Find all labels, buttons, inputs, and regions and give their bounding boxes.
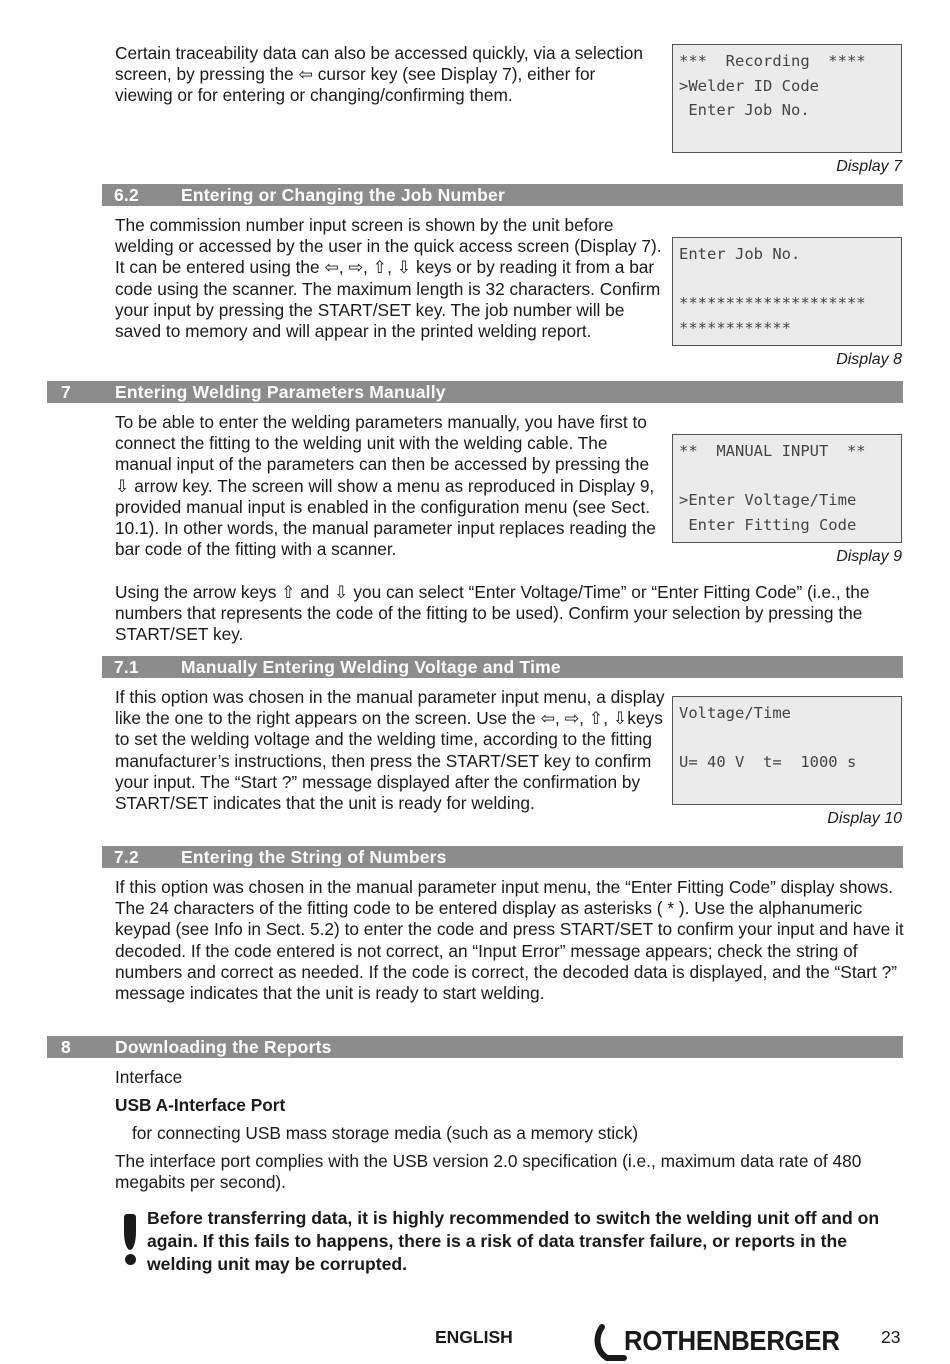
usb-spec-paragraph: The interface port complies with the USB version 2.0 specification (i.e., maximum data rate of 480 megabits per second). (115, 1151, 862, 1193)
section-7-body-1: To be able to enter the welding parameters manually, you have first to connect the fitting to the welding unit with the welding cable. The manual input of the parameters can then be accessed by pressing the ⇩ arrow key. The screen will show a menu as reproduced in Display 9, provided manual input is enabled in the configuration menu (see Sect. 10.1). In other words, the manual parameter input replaces reading the bar code of the fitting with a scanner. (115, 412, 656, 560)
section-6-2-heading (102, 184, 903, 206)
page-number: 23 (881, 1327, 901, 1347)
display-9-caption: Display 9 (836, 548, 902, 565)
display-10-screen: Voltage/Time U= 40 V t= 1000 s (672, 696, 902, 805)
section-7-1-body: If this option was chosen in the manual parameter input menu, a display like the one to the right appears on the screen. Use the ⇦, ⇨, ⇧, ⇩keys to set the welding voltage and the welding time, according to the fitting manufacturer’s instructions, then press the START/SET key to confirm your input. The “Start ?” message displayed after the confirmation by START/SET indicates that the unit is ready for welding. (115, 687, 665, 814)
section-6-2-body: The commission number input screen is shown by the unit before welding or accessed by the user in the quick access screen (Display 7). It can be entered using the ⇦, ⇨, ⇧, ⇩ keys or by reading it from a bar code using the scanner. The maximum length is 32 characters. Confirm your input by pressing the START/SET key. The job number will be saved to memory and will appear in the printed welding report. (115, 215, 662, 342)
section-title: Manually Entering Welding Voltage and Time (181, 657, 561, 677)
interface-label: Interface (115, 1067, 183, 1087)
rothenberger-logo (594, 1323, 850, 1363)
section-title: Downloading the Reports (115, 1037, 332, 1057)
section-7-2-body: If this option was chosen in the manual parameter input menu, the “Enter Fitting Code” display shows. The 24 characters of the fitting code to be entered display as asterisks ( * ). Use the alphanumeric keypad (see Info in Sect. 5.2) to enter the code and press START/SET to confirm your input and have it decoded. If the code entered is not correct, an “Input Error” message appears; check the string of numbers and correct as needed. If the code is correct, the decoded data is displayed, and the “Start ?” message indicates that the unit is ready to start welding. (115, 877, 904, 1004)
display-9-screen: ** MANUAL INPUT ** >Enter Voltage/Time Enter Fitting Code (672, 434, 902, 543)
display-8-caption: Display 8 (836, 351, 902, 368)
section-number: 7.2 (114, 847, 139, 867)
usb-port-heading: USB A-Interface Port (115, 1095, 286, 1115)
section-title: Entering or Changing the Job Number (181, 185, 505, 205)
section-number: 8 (61, 1037, 71, 1057)
section-title: Entering Welding Parameters Manually (115, 382, 446, 402)
exclamation-icon (120, 1214, 140, 1270)
section-number: 7.1 (114, 657, 139, 677)
section-8-heading (47, 1036, 903, 1058)
section-7-body-2: Using the arrow keys ⇧ and ⇩ you can select “Enter Voltage/Time” or “Enter Fitting Code” (i.e., the numbers that represents the code of the fitting to be used). Confirm your selection by pressing the START/SET key. (115, 582, 870, 645)
display-7-screen: *** Recording **** >Welder ID Code Enter Job No. (672, 44, 902, 153)
section-7-heading (47, 381, 903, 403)
display-8-screen: Enter Job No. ******************** ************ (672, 237, 902, 346)
intro-paragraph: Certain traceability data can also be accessed quickly, via a selection screen, by pressing the ⇦ cursor key (see Display 7), either for viewing or for entering or changing/confirming them. (115, 43, 643, 106)
footer-language: ENGLISH (435, 1327, 513, 1347)
display-10-caption: Display 10 (827, 810, 902, 827)
section-number: 7 (61, 382, 71, 402)
section-number: 6.2 (114, 185, 139, 205)
display-7-caption: Display 7 (836, 158, 902, 175)
warning-text: Before transferring data, it is highly recommended to switch the welding unit off and on again. If this fails to happens, there is a risk of data transfer failure, or reports in the welding unit may be corrupted. (147, 1208, 880, 1274)
section-title: Entering the String of Numbers (181, 847, 447, 867)
usb-port-description: for connecting USB mass storage media (such as a memory stick) (132, 1123, 639, 1143)
section-7-1-heading (102, 656, 903, 678)
brand-name: ROTHENBERGER (624, 1325, 840, 1356)
section-7-2-heading (102, 846, 903, 868)
